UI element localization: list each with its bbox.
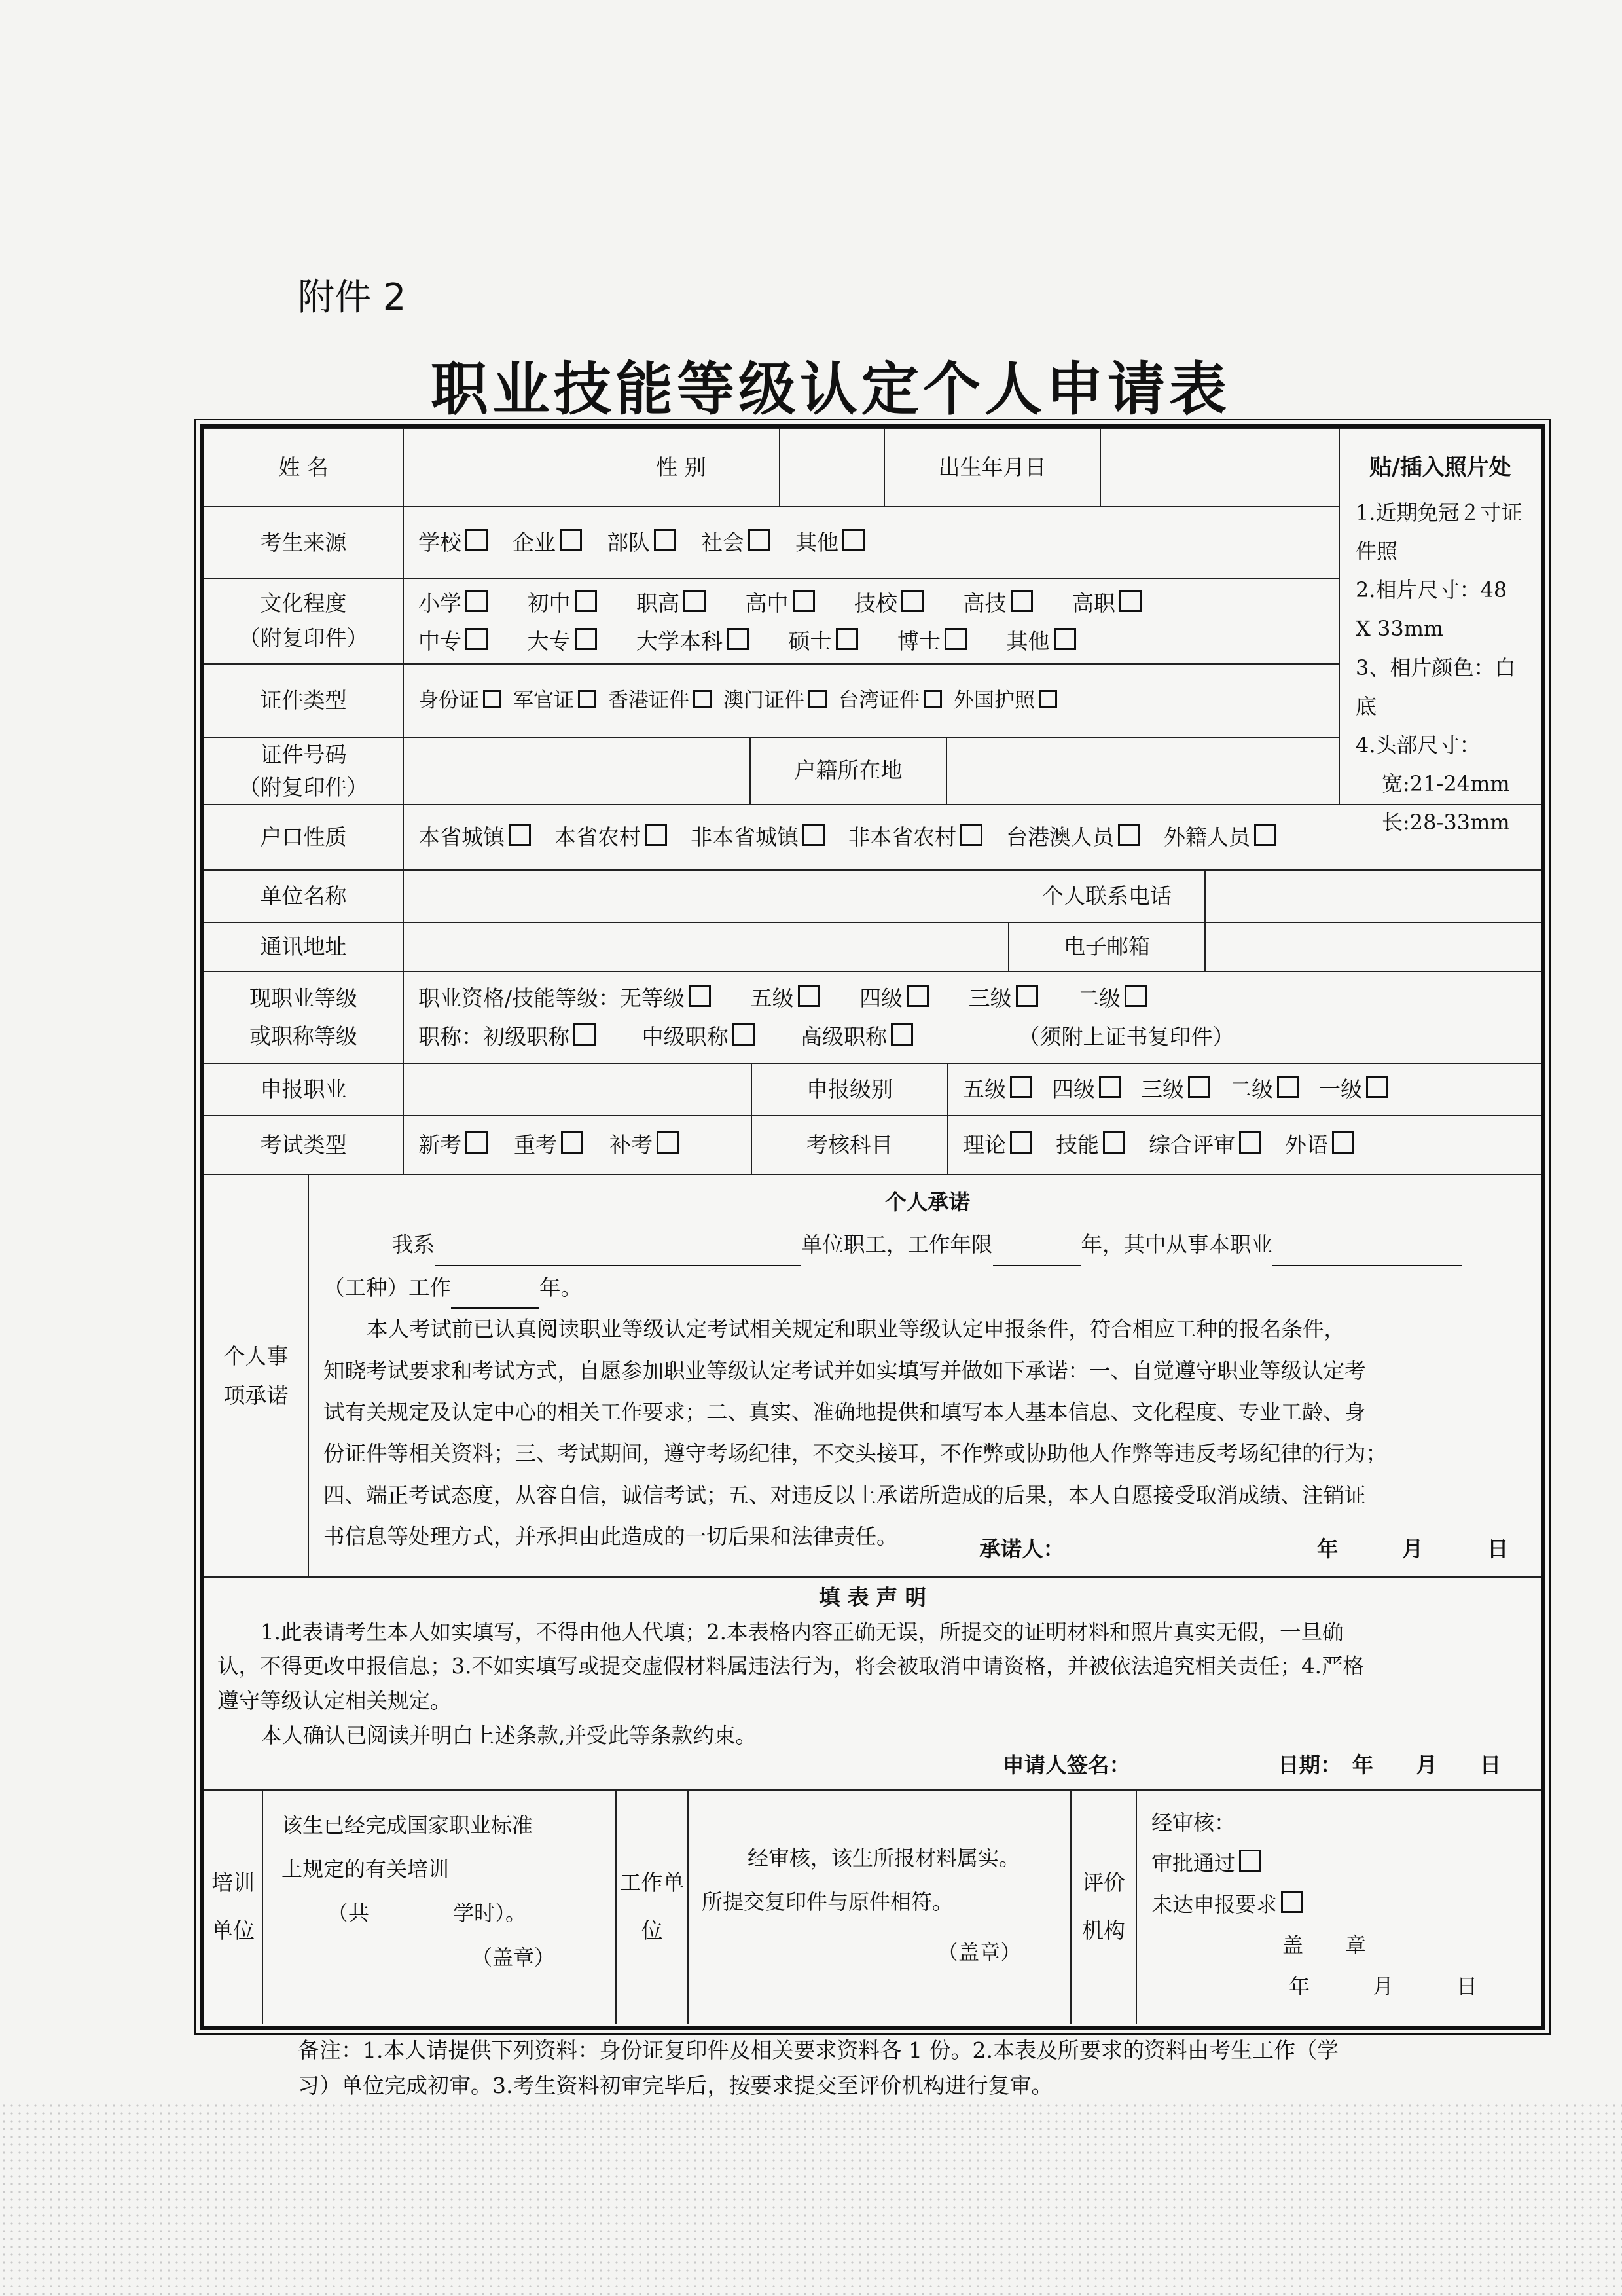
promise-title: 个人承诺 [884,1190,970,1214]
address-label: 通讯地址 [204,922,403,972]
exam-type-options: 新考 重考 补考 [403,1116,751,1175]
footer-notes [298,2033,1528,2104]
checkbox[interactable] [578,690,596,708]
declaration-line-1: 1.此表请考生本人如实填写，不得由他人代填；2.本表格内容正确无误，所提交的证明材料和照片真实无假，一旦确 [261,1619,1344,1645]
option-enterprise: 企业 [513,522,582,564]
hukou-location-label: 户籍所在地 [750,737,946,805]
checkbox-approved[interactable] [1239,1850,1261,1872]
work-verify-text: 经审核，该生所报材料属实。 [748,1846,1020,1870]
promiser-signature-label: 承诺人： [979,1537,1065,1561]
work-unit-section [688,1790,1071,2024]
idtype-options: 身份证 军官证 香港证件 澳门证件 台湾证件 外国护照 [403,664,1339,737]
checkbox[interactable] [732,1023,755,1046]
attachment-label: 附件 2 [298,276,406,319]
declaration-date: 日期： 年 月 日 [1278,1753,1502,1777]
work-stamp: （盖章） [937,1940,1022,1965]
apply-occupation-field[interactable] [403,1063,751,1116]
training-unit-label: 培训单位 [204,1790,262,2024]
option-school: 学校 [418,522,488,564]
option-army: 部队 [607,522,676,564]
checkbox[interactable] [748,529,770,551]
education-options: 小学 初中 职高 高中 技校 高技 高职 中专 大专 大学本科 硕士 博士 其他 [403,579,1339,664]
checkbox[interactable] [645,824,667,846]
checkbox[interactable] [575,628,597,650]
training-stamp: （盖章） [471,1944,556,1970]
exam-subject-options: 理论 技能 综合评审 外语 [948,1116,1541,1175]
checkbox[interactable] [901,590,924,612]
certificate-note: （须附上证书复印件） [1018,1024,1235,1050]
photo-rule-5: 宽:21-24mm [1382,771,1510,797]
training-unit-section [262,1790,616,2024]
evaluation-org-label: 评价机构 [1071,1790,1136,2024]
checkbox[interactable] [1010,1131,1032,1154]
photo-rule-6: 长:28-33mm [1382,810,1510,835]
training-text-1: 该生已经完成国家职业标准 [281,1813,533,1838]
photo-title: 贴/插入照片处 [1369,454,1511,481]
address-field[interactable] [403,922,1009,972]
footer-note-1: 备注：1.本人请提供下列资料：身份证复印件及相关要求资料各 1 份。2.本表及所要求的资料由考生工作（学 [298,2037,1339,2063]
checkbox[interactable] [1039,690,1057,708]
unit-blank[interactable] [435,1223,801,1266]
training-text-2: 上规定的有关培训 [281,1857,450,1882]
evaluation-text: 经审核： [1151,1810,1236,1835]
checkbox[interactable] [465,590,488,612]
checkbox[interactable] [1239,1131,1261,1154]
checkbox[interactable] [945,628,967,650]
checkbox[interactable] [891,1023,913,1046]
checkbox[interactable] [836,628,858,650]
source-label: 考生来源 [204,507,403,579]
occupation-blank[interactable] [1272,1223,1462,1266]
checkbox[interactable] [793,590,815,612]
photo-rule-1: 1.近期免冠２寸证件照 [1356,500,1523,564]
checkbox[interactable] [693,690,712,708]
footer-note-2: 习）单位完成初审。3.考生资料初审完毕后，按要求提交至评价机构进行复审。 [298,2073,1053,2099]
checkbox[interactable] [465,529,488,551]
checkbox[interactable] [465,1131,488,1154]
checkbox[interactable] [907,985,929,1007]
evaluation-date: 年 月 日 [1289,1973,1478,1999]
checkbox[interactable] [1254,824,1276,846]
applicant-signature-label: 申请人签名： [1003,1753,1131,1777]
idno-field[interactable] [403,737,750,805]
checkbox[interactable] [1366,1076,1388,1098]
checkbox[interactable] [924,690,942,708]
option-other: 其他 [795,522,865,564]
checkbox[interactable] [1118,824,1140,846]
unit-label: 单位名称 [204,870,403,922]
page-title: 职业技能等级认定个人申请表 [430,355,1231,423]
checkbox-rejected[interactable] [1281,1891,1303,1913]
promise-label: 个人事 项承诺 [204,1175,308,1577]
idno-label: 证件号码 （附复印件） [204,737,403,805]
promise-content [308,1175,1541,1577]
apply-grade-options: 五级 四级 三级 二级 一级 [948,1063,1541,1116]
checkbox[interactable] [575,590,597,612]
checkbox[interactable] [573,1023,596,1046]
promise-paragraph-6: 书信息等处理方式，并承担由此造成的一切后果和法律责任。 [323,1524,898,1549]
hukou-location-field[interactable] [946,737,1339,805]
training-hours: （共 学时）。 [327,1901,527,1926]
checkbox[interactable] [561,1131,583,1154]
promise-paragraph-1: 本人考试前已认真阅读职业等级认定考试相关规定和职业等级认定申报条件，符合相应工种的报名条件， [367,1317,1346,1342]
checkbox[interactable] [683,590,706,612]
checkbox[interactable] [1332,1131,1354,1154]
checkbox[interactable] [560,529,582,551]
exam-type-label: 考试类型 [204,1116,403,1175]
checkbox[interactable] [1099,1076,1121,1098]
gender-field[interactable] [780,428,884,507]
promise-fill-line-1: 我系 单位职工，工作年限 年，其中从事本职业 [323,1223,1532,1266]
promise-paragraph-2: 知晓考试要求和考试方式，自愿参加职业等级认定考试并如实填写并做如下承诺：一、自觉遵守职业等级认定考 [323,1358,1366,1383]
checkbox[interactable] [802,824,825,846]
declaration-section [204,1577,1541,1790]
checkbox[interactable] [654,529,676,551]
checkbox[interactable] [509,824,531,846]
gender-label: 性 别 [583,428,780,507]
declaration-line-2: 认，不得更改申报信息；3.不如实填写或提交虚假材料属违法行为，将会被取消申请资格，并被依法追究相关责任；4.严格 [217,1654,1365,1679]
years-blank[interactable] [993,1223,1081,1266]
checkbox[interactable] [465,628,488,650]
checkbox[interactable] [1125,985,1147,1007]
checkbox[interactable] [1054,628,1076,650]
photo-rule-2: 2.相片尺寸：48 X 33mm [1356,577,1507,642]
checkbox[interactable] [1011,590,1033,612]
email-label: 电子邮箱 [1009,922,1205,972]
photo-rule-3: 3、相片颜色：白底 [1356,655,1516,719]
checkbox[interactable] [960,824,982,846]
checkbox[interactable] [1277,1076,1299,1098]
checkbox[interactable] [727,628,749,650]
hukou-type-options: 本省城镇 本省农村 非本省城镇 非本省农村 台港澳人员 外籍人员 [403,805,1541,870]
photo-area[interactable] [1339,428,1541,835]
checkbox[interactable] [798,985,820,1007]
apply-grade-label: 申报级别 [751,1063,948,1116]
hukou-type-label: 户口性质 [204,805,403,870]
work-years-blank[interactable] [451,1266,539,1309]
birth-label: 出生年月日 [884,428,1100,507]
apply-occupation-label: 申报职业 [204,1063,403,1116]
declaration-line-3: 遵守等级认定相关规定。 [217,1688,452,1713]
checkbox[interactable] [1010,1076,1032,1098]
work-unit-label: 工作单位 [616,1790,688,2024]
promise-paragraph-4: 份证件等相关资料；三、考试期间，遵守考场纪律，不交头接耳，不作弊或协助他人作弊等违反考场纪律的行为； [323,1441,1388,1467]
declaration-title: 填 表 声 明 [819,1585,926,1610]
application-form [200,424,1545,2030]
idtype-label: 证件类型 [204,664,403,737]
email-field[interactable] [1205,922,1541,972]
education-label: 文化程度 （附复印件） [204,579,403,664]
background-dot-pattern [0,2102,1622,2296]
checkbox[interactable] [1016,985,1038,1007]
checkbox[interactable] [1188,1076,1210,1098]
evaluation-section: 经审核： 审批通过 未达申报要求 盖 章 年 月 日 [1136,1790,1541,2024]
phone-field[interactable] [1205,870,1541,922]
current-level-label: 现职业等级 或职称等级 [204,972,403,1063]
work-copy-text: 所提交复印件与原件相符。 [702,1889,954,1915]
checkbox[interactable] [657,1131,679,1154]
promise-fill-line-2: （工种）工作 年。 [323,1266,1532,1309]
name-label: 姓 名 [204,428,403,507]
current-level-options: 职业资格/技能等级：无等级 五级 四级 三级 二级 职称：初级职称 中级职称 高级职称 （须附上证书复印件） [403,972,1541,1063]
checkbox[interactable] [689,985,711,1007]
source-options [403,507,1339,579]
photo-rule-4: 4.头部尺寸： [1356,733,1481,758]
promise-paragraph-3: 试有关规定及认定中心的相关工作要求；二、真实、准确地提供和填写本人基本信息、文化程度、专业工龄、身 [323,1399,1366,1425]
phone-label: 个人联系电话 [1009,870,1205,922]
checkbox[interactable] [808,690,827,708]
checkbox[interactable] [1103,1131,1125,1154]
checkbox[interactable] [842,529,865,551]
evaluation-stamp: 盖 章 [1282,1933,1367,1958]
birth-field[interactable] [1100,428,1339,507]
checkbox[interactable] [483,690,501,708]
checkbox[interactable] [1119,590,1142,612]
promise-paragraph-5: 四、端正考试态度，从容自信，诚信考试；五、对违反以上承诺所造成的后果，本人自愿接受取消成绩、注销证 [323,1482,1366,1508]
option-society: 社会 [701,522,770,564]
promise-date: 年 月 日 [1317,1537,1509,1561]
exam-subject-label: 考核科目 [751,1116,948,1175]
declaration-line-4: 本人确认已阅读并明白上述条款,并受此等条款约束。 [261,1722,757,1748]
